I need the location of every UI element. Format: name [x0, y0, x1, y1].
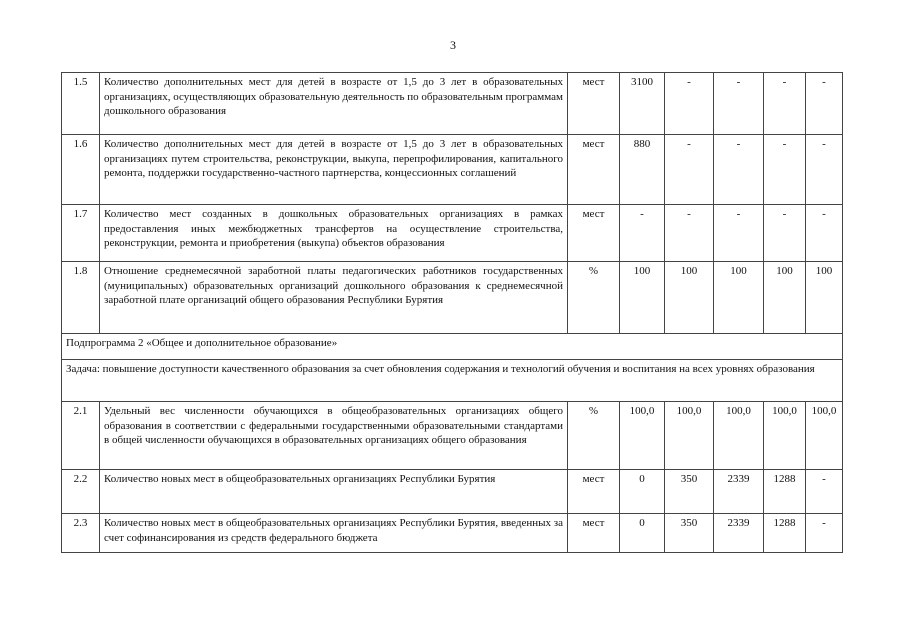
row-value: 100 [806, 262, 843, 334]
row-unit: % [568, 402, 620, 470]
row-value: - [806, 135, 843, 205]
row-value: - [620, 205, 665, 262]
row-unit: % [568, 262, 620, 334]
task-title: Задача: повышение доступности качественного образования за счет обновления содержания и технологий обучения и воспитания на всех уровнях образования [62, 360, 843, 402]
row-value: - [764, 205, 806, 262]
row-unit: мест [568, 205, 620, 262]
row-description: Количество дополнительных мест для детей в возрасте от 1,5 до 3 лет в образовательных организациях, осуществляющих образовательную деятельность по образовательным программам дошкольного образования [100, 73, 568, 135]
indicators-table [61, 72, 843, 553]
row-value: 100 [714, 262, 764, 334]
row-value: 100 [665, 262, 714, 334]
row-value: - [806, 73, 843, 135]
row-value: 1288 [764, 514, 806, 553]
row-number: 2.3 [62, 514, 100, 553]
row-value: - [806, 470, 843, 514]
row-value: - [764, 135, 806, 205]
row-number: 1.5 [62, 73, 100, 135]
row-value: 100,0 [620, 402, 665, 470]
row-description: Количество мест созданных в дошкольных образовательных организациях в рамках предоставления иных межбюджетных трансфертов на осуществление строительства, реконструкции, ремонта и приобретения (выкупа) объектов образования [100, 205, 568, 262]
row-number: 1.7 [62, 205, 100, 262]
table-row [62, 205, 843, 262]
row-value: - [665, 135, 714, 205]
row-unit: мест [568, 470, 620, 514]
row-value: 3100 [620, 73, 665, 135]
row-number: 2.2 [62, 470, 100, 514]
table-row [62, 73, 843, 135]
subprogram-row [62, 334, 843, 360]
row-value: 0 [620, 470, 665, 514]
table-row [62, 470, 843, 514]
row-value: - [764, 73, 806, 135]
row-unit: мест [568, 73, 620, 135]
row-value: 0 [620, 514, 665, 553]
row-number: 1.6 [62, 135, 100, 205]
row-value: - [714, 205, 764, 262]
row-value: - [714, 73, 764, 135]
row-unit: мест [568, 135, 620, 205]
row-value: 2339 [714, 470, 764, 514]
row-value: 880 [620, 135, 665, 205]
row-value: 100 [764, 262, 806, 334]
row-value: - [806, 205, 843, 262]
row-value: 100 [620, 262, 665, 334]
row-number: 1.8 [62, 262, 100, 334]
row-value: 350 [665, 514, 714, 553]
table-row [62, 402, 843, 470]
row-number: 2.1 [62, 402, 100, 470]
row-value: - [806, 514, 843, 553]
task-row [62, 360, 843, 402]
row-description: Удельный вес численности обучающихся в общеобразовательных организациях общего образования в соответствии с федеральными государственными образовательными стандартами в общей численности обучающихся в образовательных организациях общего образования [100, 402, 568, 470]
page-number: 3 [450, 38, 456, 52]
row-value: 100,0 [714, 402, 764, 470]
row-value: - [665, 205, 714, 262]
row-description: Количество новых мест в общеобразовательных организациях Республики Бурятия, введенных за счет софинансирования из средств федерального бюджета [100, 514, 568, 553]
row-description: Отношение среднемесячной заработной платы педагогических работников государственных (муниципальных) образовательных организаций дошкольного образования к среднемесячной заработной плате организаций общего образования Республики Бурятия [100, 262, 568, 334]
row-unit: мест [568, 514, 620, 553]
row-value: 350 [665, 470, 714, 514]
table-row [62, 262, 843, 334]
row-value: 100,0 [764, 402, 806, 470]
table-row [62, 514, 843, 553]
row-value: 100,0 [665, 402, 714, 470]
subprogram-title: Подпрограмма 2 «Общее и дополнительное образование» [62, 334, 843, 360]
table-row [62, 135, 843, 205]
row-description: Количество новых мест в общеобразовательных организациях Республики Бурятия [100, 470, 568, 514]
row-value: 2339 [714, 514, 764, 553]
row-value: 100,0 [806, 402, 843, 470]
row-description: Количество дополнительных мест для детей в возрасте от 1,5 до 3 лет в образовательных организациях путем строительства, реконструкции, выкупа, перепрофилирования, капитального ремонта, поддержки государственно-частного партнерства, концессионных соглашений [100, 135, 568, 205]
row-value: 1288 [764, 470, 806, 514]
row-value: - [714, 135, 764, 205]
row-value: - [665, 73, 714, 135]
